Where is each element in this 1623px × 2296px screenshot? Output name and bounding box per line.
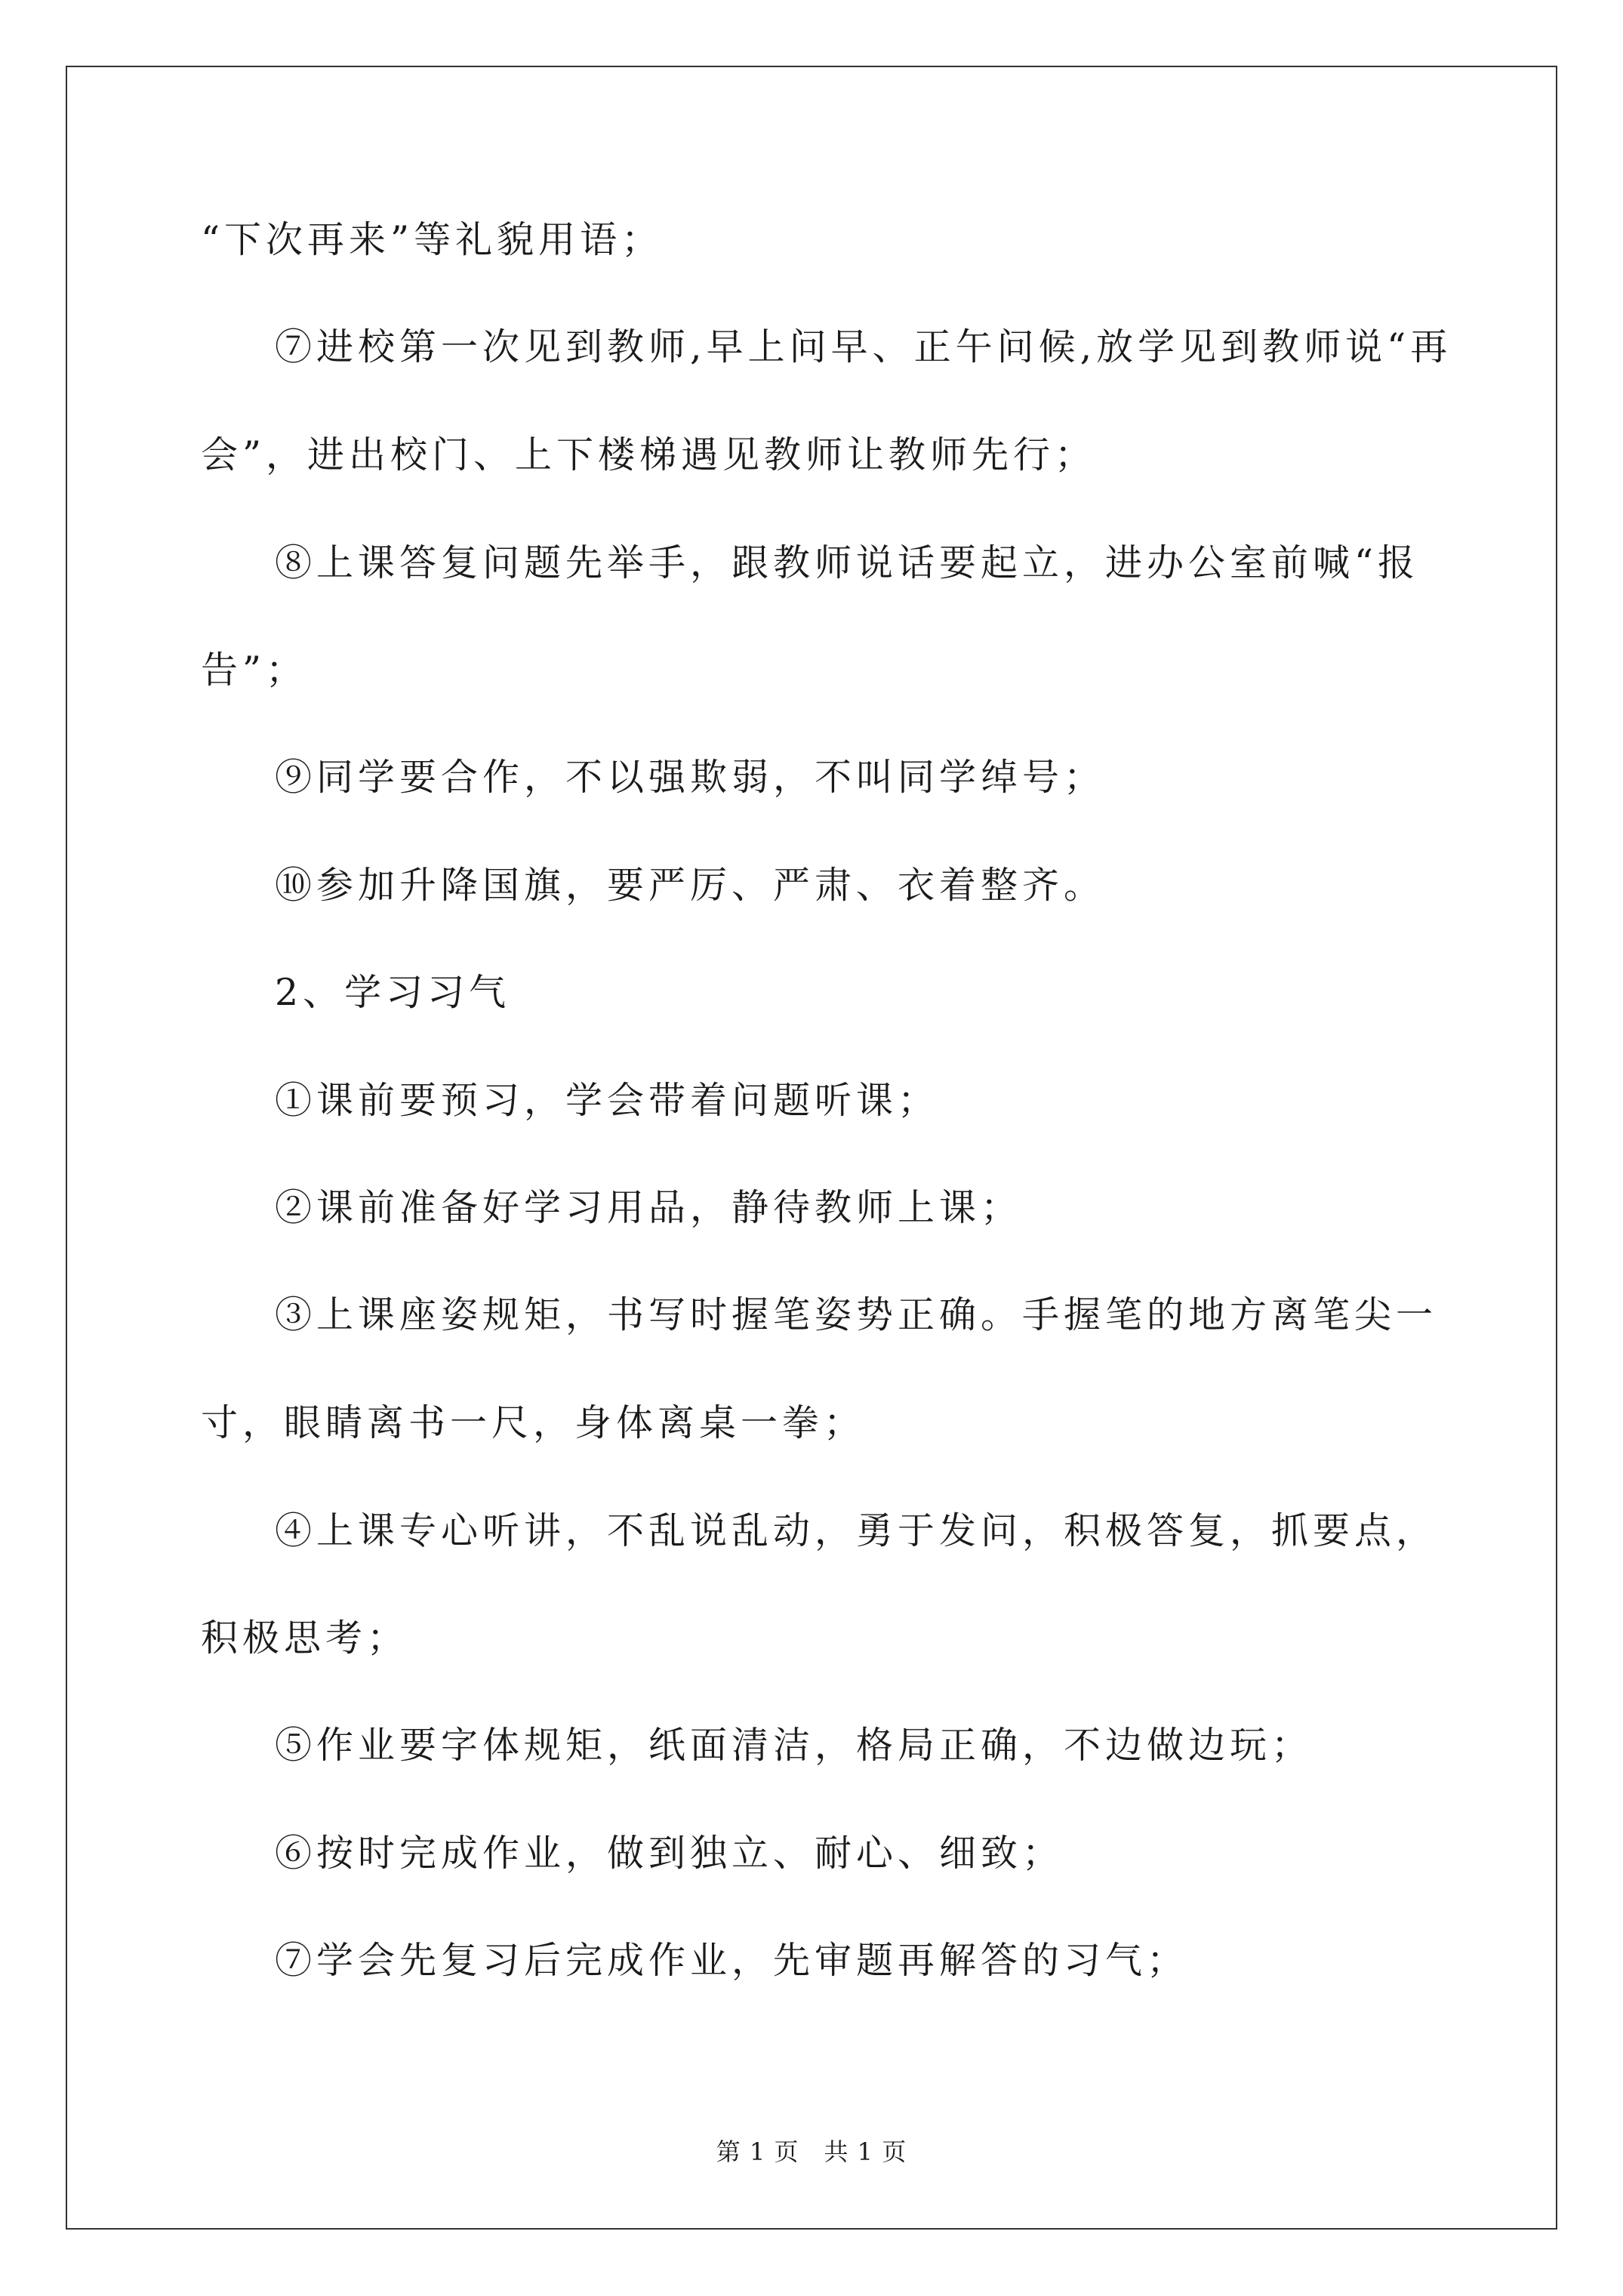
- text-line: 会”，进出校门、上下楼梯遇见教师让教师先行；: [201, 433, 1097, 476]
- text-line: 告”；: [201, 649, 308, 692]
- text-line: ⑦进校第一次见到教师,早上问早、正午问候,放学见到教师说“再: [275, 325, 1452, 368]
- text-line: ①课前要预习，学会带着问题听课；: [275, 1079, 940, 1122]
- page-border: [66, 66, 1557, 2230]
- text-line: ⑦学会先复习后完成作业，先审题再解答的习气；: [275, 1939, 1189, 1982]
- page-footer: 第 1 页 共 1 页: [716, 2137, 907, 2166]
- text-line: ⑨同学要合作，不以强欺弱，不叫同学绰号；: [275, 756, 1106, 799]
- text-line: 积极思考；: [201, 1616, 409, 1660]
- text-line: ②课前准备好学习用品，静待教师上课；: [275, 1186, 1023, 1229]
- text-line: 寸，眼睛离书一尺，身体离桌一拳；: [201, 1401, 866, 1444]
- text-line: ⑧上课答复问题先举手，跟教师说话要起立，进办公室前喊“报: [275, 541, 1420, 584]
- text-line: ③上课座姿规矩，书写时握笔姿势正确。手握笔的地方离笔尖一: [275, 1293, 1438, 1336]
- text-line: ⑤作业要字体规矩，纸面清洁，格局正确，不边做边玩；: [275, 1724, 1313, 1767]
- text-line: ⑥按时完成作业，做到独立、耐心、细致；: [275, 1832, 1064, 1875]
- text-line: ④上课专心听讲，不乱说乱动，勇于发问，积极答复，抓要点，: [275, 1509, 1438, 1552]
- section-heading: 2、学习习气: [275, 971, 511, 1014]
- text-line: ⑩参加升降国旗，要严厉、严肃、衣着整齐。: [275, 864, 1106, 907]
- text-line: “下次再来”等礼貌用语；: [201, 218, 664, 261]
